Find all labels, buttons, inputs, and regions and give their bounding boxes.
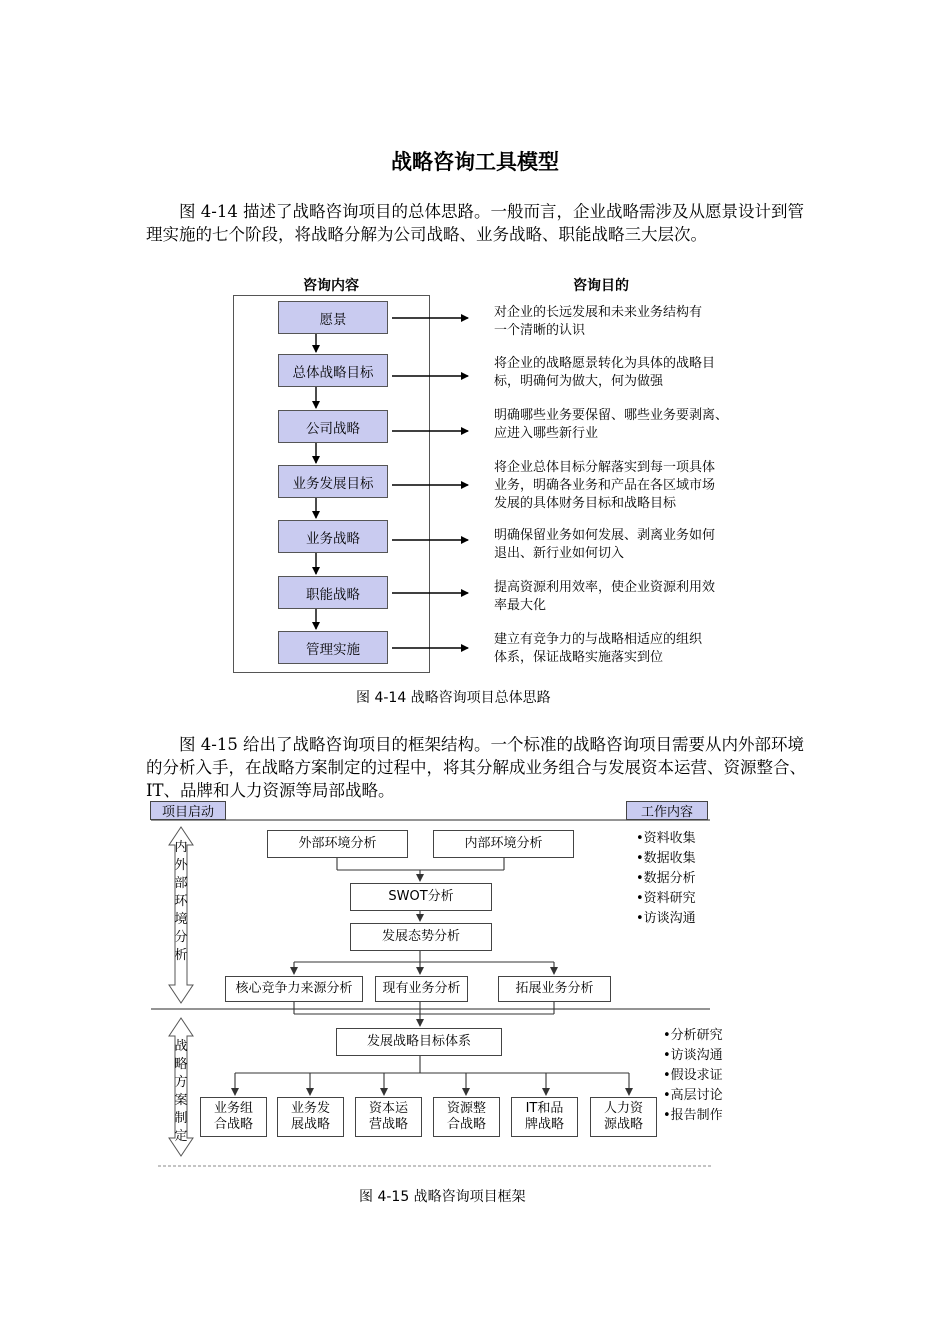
purpose-text-management-implementation: 建立有竞争力的与战略相适应的组织 体系，保证战略实施落实到位 xyxy=(494,632,703,665)
stage-box-functional-strategy: 职能战略 xyxy=(278,576,388,609)
work-item: •数据收集 xyxy=(636,851,696,866)
purpose-text-overall-goal: 将企业的战略愿景转化为具体的战略目 标，明确何为做大，何为做强 xyxy=(494,356,716,389)
stage-box-business-goal: 业务发展目标 xyxy=(278,465,388,498)
external-analysis-box: 外部环境分析 xyxy=(267,830,408,858)
work-item: •报告制作 xyxy=(663,1108,723,1123)
work-item: •资料研究 xyxy=(636,891,696,906)
strategy-box-resource: 资源整 合战略 xyxy=(433,1097,500,1137)
purpose-text-business-strategy: 明确保留业务如何发展、剥离业务如何 退出、新行业如何切入 xyxy=(494,528,716,561)
work-list-phase1 xyxy=(636,829,696,929)
figure-4-14-caption: 图 4-14 战略咨询项目总体思路 xyxy=(356,690,551,706)
work-item: •数据分析 xyxy=(636,871,696,886)
figure-4-15-caption: 图 4-15 战略咨询项目框架 xyxy=(359,1189,526,1205)
column-header-purpose: 咨询目的 xyxy=(573,278,629,294)
work-item: •访谈沟通 xyxy=(636,911,696,926)
current-business-box: 现有业务分析 xyxy=(375,976,468,1002)
work-item: •假设求证 xyxy=(663,1068,723,1083)
purpose-text-corporate-strategy: 明确哪些业务要保留、哪些业务要剥离、 应进入哪些新行业 xyxy=(494,408,729,441)
page-title: 战略咨询工具模型 xyxy=(391,149,559,174)
strategy-box-it-brand: IT和品 牌战略 xyxy=(511,1097,578,1137)
internal-analysis-box: 内部环境分析 xyxy=(433,830,574,858)
tag-project-start: 项目启动 xyxy=(150,801,226,820)
purpose-text-business-goal: 将企业总体目标分解落实到每一项具体 业务，明确各业务和产品在各区域市场 发展的具体财务目标和战略目标 xyxy=(494,460,716,511)
expand-business-box: 拓展业务分析 xyxy=(498,976,611,1002)
purpose-text-functional-strategy: 提高资源利用效率，使企业资源利用效 率最大化 xyxy=(494,580,716,613)
stage-box-management-implementation: 管理实施 xyxy=(278,631,388,664)
core-competence-box: 核心竞争力来源分析 xyxy=(225,976,363,1002)
strategy-box-development: 业务发 展战略 xyxy=(277,1097,344,1137)
work-list-phase2 xyxy=(663,1026,723,1126)
strategy-box-portfolio: 业务组 合战略 xyxy=(200,1097,267,1137)
column-header-content: 咨询内容 xyxy=(303,278,359,294)
strategy-box-hr: 人力资 源战略 xyxy=(590,1097,657,1137)
work-item: •资料收集 xyxy=(636,831,696,846)
work-item: •高层讨论 xyxy=(663,1088,723,1103)
stage-box-vision: 愿景 xyxy=(278,301,388,334)
trend-analysis-box: 发展态势分析 xyxy=(350,923,492,951)
phase1-label: 内外部环境分析 xyxy=(174,840,188,963)
work-item: •访谈沟通 xyxy=(663,1048,723,1063)
swot-analysis-box: SWOT分析 xyxy=(350,883,492,911)
work-item: •分析研究 xyxy=(663,1028,723,1043)
paragraph-framework-text: 图 4-15 给出了战略咨询项目的框架结构。一个标准的战略咨询项目需要从内外部环境的分析入手，在战略方案制定的过程中，将其分解成业务组合与发展资本运营、资源整合、IT、品牌和人力资源等局部战略。 xyxy=(146,735,806,800)
tag-work-content: 工作内容 xyxy=(626,801,708,820)
paragraph-intro-text: 图 4-14 描述了战略咨询项目的总体思路。一般而言，企业战略需涉及从愿景设计到管理实施的七个阶段，将战略分解为公司战略、业务战略、职能战略三大层次。 xyxy=(146,202,805,244)
stage-box-corporate-strategy: 公司战略 xyxy=(278,410,388,443)
development-target-box: 发展战略目标体系 xyxy=(336,1028,502,1056)
stage-box-overall-goal: 总体战略目标 xyxy=(278,354,388,387)
phase2-label: 战略方案制定 xyxy=(174,1039,188,1144)
stage-box-business-strategy: 业务战略 xyxy=(278,520,388,553)
purpose-text-vision: 对企业的长远发展和未来业务结构有 一个清晰的认识 xyxy=(494,305,703,338)
strategy-box-capital: 资本运 营战略 xyxy=(355,1097,422,1137)
